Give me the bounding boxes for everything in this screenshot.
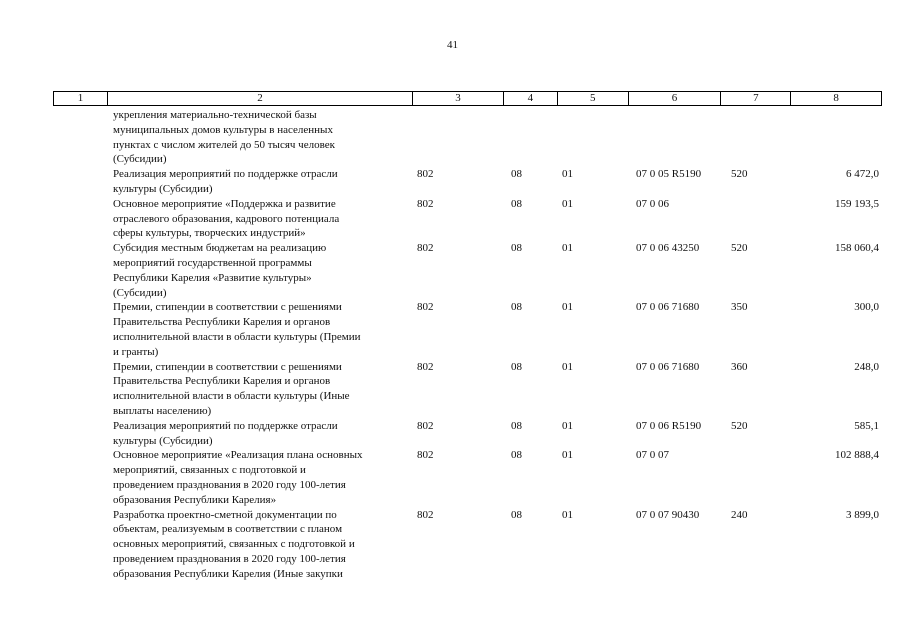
header-col-5: 5: [558, 92, 629, 105]
row-sum: 6 472,0: [846, 168, 879, 181]
row-rz: 08: [511, 197, 522, 210]
row-ved: 802: [417, 419, 434, 432]
row-sum: 3 899,0: [846, 508, 879, 521]
header-col-8: 8: [833, 92, 839, 104]
table-row: [0, 300, 905, 359]
row-name-line: Реализация мероприятий по поддержке отрасли: [113, 168, 338, 181]
row-name: [113, 241, 413, 300]
table-row: [0, 197, 905, 241]
row-vr: 520: [731, 419, 748, 432]
table-row: [0, 167, 905, 197]
header-col-4: 4: [504, 92, 558, 105]
row-name-line: исполнительной власти в области культуры (Иные: [113, 390, 350, 403]
row-vr: 360: [731, 360, 748, 373]
row-vr: 520: [731, 168, 748, 181]
row-rz: 08: [511, 508, 522, 521]
row-ved: 802: [417, 508, 434, 521]
row-name: [113, 197, 413, 241]
row-csr: 07 0 05 R5190: [636, 168, 702, 181]
row-pr: 01: [562, 301, 573, 314]
header-col-2: 2: [108, 92, 413, 105]
row-name-line: (Субсидии): [113, 153, 167, 166]
row-pr: 01: [562, 242, 573, 255]
row-name-line: мероприятий, связанных с подготовкой и: [113, 464, 306, 477]
row-rz: 08: [511, 360, 522, 373]
row-name-line: Разработка проектно-сметной документации по: [113, 508, 337, 521]
row-name-line: культуры (Субсидии): [113, 182, 213, 195]
row-ved: 802: [417, 360, 434, 373]
row-pr: 01: [562, 419, 573, 432]
row-csr: 07 0 07: [636, 449, 669, 462]
row-name-line: сферы культуры, творческих индустрий»: [113, 227, 306, 240]
header-col-6: 6: [629, 92, 722, 105]
row-rz: 08: [511, 449, 522, 462]
row-sum: 102 888,4: [835, 449, 879, 462]
row-name-line: муниципальных домов культуры в населенных: [113, 123, 333, 136]
row-sum: 248,0: [854, 360, 879, 373]
row-name-line: основных мероприятий, связанных с подготовкой и: [113, 538, 355, 551]
row-name: [113, 448, 413, 507]
row-sum: 300,0: [854, 301, 879, 314]
row-pr: 01: [562, 197, 573, 210]
row-name: [113, 419, 413, 449]
row-ved: 802: [417, 197, 434, 210]
row-pr: 01: [562, 449, 573, 462]
table-row: [0, 360, 905, 419]
row-csr: 07 0 06 R5190: [636, 419, 702, 432]
row-sum: 585,1: [854, 419, 879, 432]
row-ved: 802: [417, 449, 434, 462]
row-name-line: (Субсидии): [113, 286, 167, 299]
row-pr: 01: [562, 360, 573, 373]
row-name-line: Правительства Республики Карелия и органов: [113, 375, 331, 388]
row-name-line: Республики Карелия «Развитие культуры»: [113, 271, 312, 284]
row-name-line: отраслевого образования, кадрового потенциала: [113, 212, 340, 225]
table-row: [0, 241, 905, 300]
header-col-7: 7: [721, 92, 791, 105]
row-name-line: Основное мероприятие «Поддержка и развитие: [113, 197, 336, 210]
row-sum: 158 060,4: [835, 242, 879, 255]
row-sum: 159 193,5: [835, 197, 879, 210]
row-name: [113, 360, 413, 419]
row-csr: 07 0 07 90430: [636, 508, 700, 521]
row-name-line: проведением празднования в 2020 году 100-летия: [113, 552, 346, 565]
header-col-1: 1: [54, 92, 108, 105]
table-header-row: [53, 91, 882, 106]
row-name: [113, 167, 413, 197]
row-name-line: объектам, реализуемым в соответствии с планом: [113, 523, 343, 536]
row-name-line: Премии, стипендии в соответствии с решениями: [113, 360, 342, 373]
row-ved: 802: [417, 242, 434, 255]
row-name-line: выплаты населению): [113, 404, 212, 417]
row-pr: 01: [562, 168, 573, 181]
row-name-line: Правительства Республики Карелия и органов: [113, 316, 331, 329]
row-name-line: образования Республики Карелия (Иные закупки: [113, 567, 343, 580]
header-col-3: 3: [413, 92, 504, 105]
row-ved: 802: [417, 168, 434, 181]
row-name-line: культуры (Субсидии): [113, 434, 213, 447]
page-number: 41: [447, 39, 458, 51]
row-name-line: укрепления материально-технической базы: [113, 109, 317, 121]
row-vr: 520: [731, 242, 748, 255]
table-row: [0, 108, 905, 167]
row-csr: 07 0 06 71680: [636, 360, 700, 373]
row-pr: 01: [562, 508, 573, 521]
row-name: [113, 108, 413, 167]
row-csr: 07 0 06: [636, 197, 669, 210]
table-row: [0, 508, 905, 582]
row-csr: 07 0 06 71680: [636, 301, 700, 314]
row-name-line: пунктах с числом жителей до 50 тысяч человек: [113, 138, 335, 151]
row-name-line: Основное мероприятие «Реализация плана основных: [113, 449, 363, 462]
row-name: [113, 508, 413, 582]
row-ved: 802: [417, 301, 434, 314]
row-rz: 08: [511, 301, 522, 314]
row-rz: 08: [511, 242, 522, 255]
table-row: [0, 448, 905, 507]
row-name-line: Субсидия местным бюджетам на реализацию: [113, 242, 327, 255]
row-name-line: и гранты): [113, 345, 159, 358]
row-name-line: Реализация мероприятий по поддержке отрасли: [113, 419, 338, 432]
table-body: [0, 108, 905, 582]
row-name: [113, 300, 413, 359]
row-name-line: проведением празднования в 2020 году 100-летия: [113, 478, 346, 491]
row-name-line: образования Республики Карелия»: [113, 493, 277, 506]
row-name-line: Премии, стипендии в соответствии с решениями: [113, 301, 342, 314]
row-name-line: исполнительной власти в области культуры (Премии: [113, 330, 361, 343]
table-row: [0, 419, 905, 449]
row-csr: 07 0 06 43250: [636, 242, 700, 255]
row-vr: 240: [731, 508, 748, 521]
row-name-line: мероприятий государственной программы: [113, 256, 312, 269]
row-rz: 08: [511, 419, 522, 432]
row-rz: 08: [511, 168, 522, 181]
row-vr: 350: [731, 301, 748, 314]
